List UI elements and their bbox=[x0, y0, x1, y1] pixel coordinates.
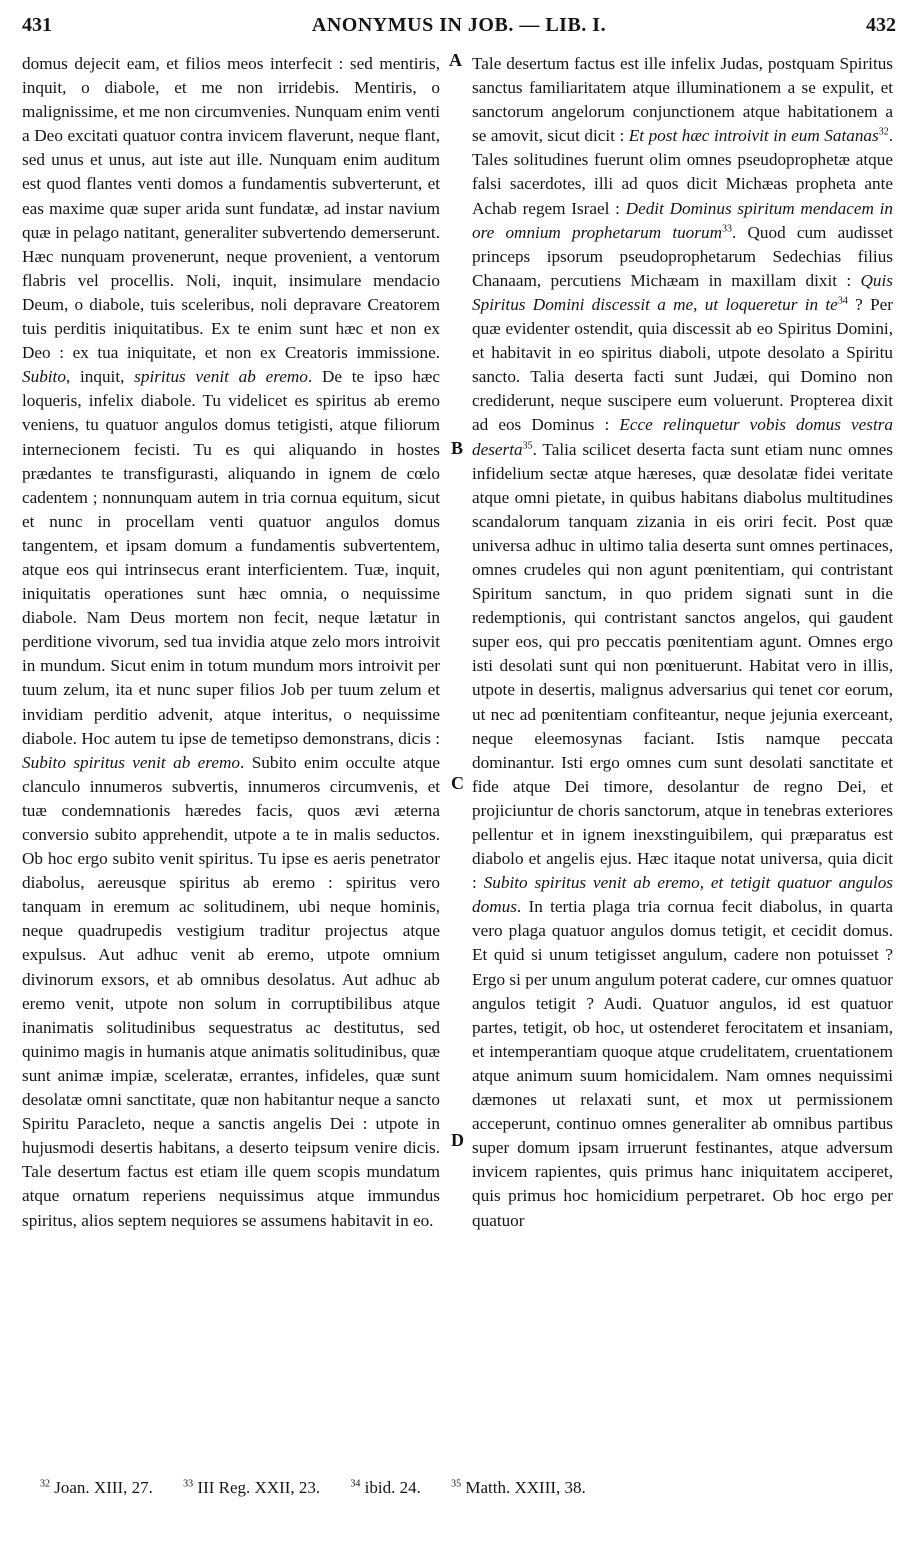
page-number-right: 432 bbox=[866, 14, 896, 36]
text-run: , inquit, bbox=[65, 367, 135, 387]
italic-citation: Ecce relinquetur vobis domus vestra deserta bbox=[472, 415, 893, 459]
margin-marker-b: B bbox=[451, 438, 464, 458]
italic-citation: Dedit Dominus spiritum mendacem in ore omnium prophetarum tuorum bbox=[472, 198, 894, 242]
running-title: ANONYMUS IN JOB. — LIB. I. bbox=[311, 14, 607, 36]
text-run: Tale desertum factus est ille infelix Judas, postquam Spiritus sanctus familiaritatem atque illuminationem a se expulit, et sanctorum angelorum conjunctionem atque habitationem a se amovit, sicut dicit : bbox=[472, 54, 893, 146]
text-run: . Quod cum audisset princeps ipsorum pseudoprophetarum Sedechias filius Chanaam, percutiens Michæam in maxillam dixit : bbox=[472, 222, 893, 290]
footnote-ref: 34 bbox=[837, 295, 848, 307]
margin-marker-a: A bbox=[449, 50, 462, 70]
footnote bbox=[40, 1478, 153, 1497]
text-run: ? Per quæ evidenter ostendit, quia discessit ab eo Spiritus Domini, et habitavit in eo spiritus diaboli, utpote desolato a Spiritu sancto. Talia deserta facti sunt Judæi, qui Domino non crediderunt, neque suscipere eum voluerunt. Propterea dixit ad eos Dominus : bbox=[472, 294, 893, 435]
footnote-number: 34 bbox=[350, 1478, 361, 1490]
footnote-text: Matth. XXIII, 38. bbox=[465, 1478, 586, 1497]
footnote bbox=[350, 1478, 420, 1497]
margin-marker-c: C bbox=[451, 773, 464, 793]
footnote-ref: 35 bbox=[522, 439, 533, 451]
italic-citation: Et post hæc introivit in eum Satanas bbox=[628, 126, 879, 146]
page-number-left: 431 bbox=[22, 14, 52, 36]
footnote bbox=[451, 1478, 586, 1497]
left-column bbox=[22, 52, 440, 1462]
footnote-text: III Reg. XXII, 23. bbox=[197, 1478, 321, 1497]
left-column-paragraph bbox=[22, 52, 440, 1233]
text-run: . De te ipso hæc loqueris, infelix diabole. Tu videlicet es spiritus ab eremo veniens, tu quatuor angulos domus tetigisti, atque filiorum internecionem fecisti. Tu es qui aliquando in hostes prædantes te transfigurasti, aliquando in ignem de cœlo cadentem ; nonnunquam autem in tria cornua equitum, sicut et nunc in procellam venti quatuor angulos domus tangentem, et ipsam domum a fundamentis subvertentem, atque eos qui intrinsecus erant interficientem. Tuæ, inquit, iniquitatis operationes sunt hæc omnia, o nequissime diabole. Nam Deus mortem non fecit, neque lætatur in perditione vivorum, sed tua invidia atque zelo mors introivit in mundum. Sicut enim in totum mundum mors introivit per tuum zelum, ita et nunc super filios Job per tuum zelum et invidiam perditio advenit, atque interitus, o nequissime diabole. Hoc autem tu ipse de temetipso demonstrans, dicis : bbox=[22, 367, 440, 748]
running-header bbox=[22, 14, 896, 42]
text-run: . In tertia plaga tria cornua fecit diabolus, in quarta vero plaga quatuor angulos domus tetigit, et cecidit domus. Et quid si unum tetigisset angulum, cadere non potuisset ? Ergo si per unum angulum poterat cadere, cur omnes quatuor angulos tetigit ? Audi. Quatuor angulos, id est quatuor partes, tetigit, ob hoc, ut ostenderet ferocitatem et insaniam, et intemperantiam quoque atque crudelitatem, cruentationem atque animum suum homicidalem. Nam omnes nequissimi dæmones ut relaxati sunt, et mox ut permissionem acceperunt, continuo omnes generaliter ab omnibus partibus super domum ipsam irruerunt festinantes, atque adversum invicem rapientes, quis primus hanc iniquitatem acciperet, quis primus hoc homicidium perpetraret. Ob hoc ergo per quatuor bbox=[472, 897, 893, 1230]
footnotes bbox=[40, 1478, 612, 1498]
text-run: . Talia scilicet deserta facta sunt etiam nunc omnes infidelium sectæ atque hæreses, quæ desolatæ fidei veritate atque omni pietate, in quibus habitans diabolus multitudines scandalorum tanquam zizania in eis oriri fecit. Post quæ universa adhuc in ultimo talia deserta sunt omnes pertinaces, omnes crudeles qui non agunt pœnitentiam, qui contristant Spiritum sanctum, in quo pridem signati sunt in die redemptionis, qui contristant sanctos angelos, qui gaudent super eos, qui pro peccatis pœnitentiam agunt. Omnes ergo isti desolati sunt qui non pœnituerunt. Habitat vero in illis, utpote in desertis, malignus adversarius qui tenet cor eorum, ut nec ad pœnitentiam confiteantur, neque jejunia exerceant, neque eleemosynas faciant. Istis namque peccata dominantur. Isti ergo omnes cum sunt desolati sanctitate et fide atque Dei timore, desolantur de regno Dei, et projiciuntur de choris sanctorum, atque in tenebras exteriores pellentur et in ignem inexstinguibilem, qui præparatus est diabolo et angelis ejus. Hæc itaque notat universa, quia dicit : bbox=[472, 439, 893, 893]
footnote bbox=[183, 1478, 320, 1497]
footnote-text: Joan. XIII, 27. bbox=[54, 1478, 153, 1497]
italic-citation: Quis Spiritus Domini discessit a me, ut loqueretur in te bbox=[472, 270, 893, 314]
text-run: . Subito enim occulte atque clanculo innumeros subvertis, innumeros circumvenis, et tuæ condemnationis hæredes facis, quos ævi æterna conversio subito apprehendit, utpote a te in malis seductos. Ob hoc ergo subito venit spiritus. Tu ipse es aeris penetrator diabolus, aereusque spiritus ab eremo : spiritus vero tanquam in eremum ac solitudinem, ubi neque hominis, neque quadrupedis vestigium traditur projectus atque expulsus. Aut adhuc venit ab eremo, utpote omnium divinorum exsors, et ab omnibus desolatus. Aut adhuc ab eremo venit, utpote non solum in corruptibilibus atque inanimatis solitudinibus sequestratus ac destitutus, sed quinimo magis in humanis atque animatis solitudinibus, quæ sunt animæ impiæ, sceleratæ, errantes, infideles, quæ sunt desolatæ omni sanctitate, quæ non habitantur neque a sancto Spiritu Paracleto, neque a sanctis angelis Dei : utpote in hujusmodi desertis habitans, a deserto teipsum venire dicis. Tale desertum factus est etiam ille quem scopis mundatum atque ornatum reperiens nequissimus atque immundus spiritus, alios septem nequiores se assumens habitavit in eo. bbox=[22, 752, 440, 1230]
footnote-number: 33 bbox=[183, 1478, 194, 1490]
footnote-ref: 33 bbox=[721, 222, 732, 234]
margin-marker-d: D bbox=[451, 1130, 464, 1150]
footnote-number: 32 bbox=[40, 1478, 50, 1490]
text-run: . Tales solitudines fuerunt olim omnes pseudoprophetæ atque falsi sacerdotes, illi ad quos dicit Michæas propheta ante Achab regem Israel : bbox=[472, 126, 893, 218]
italic-citation: Subito spiritus venit ab eremo, et tetigit quatuor angulos domus bbox=[472, 873, 893, 917]
right-column-paragraph bbox=[472, 52, 893, 1233]
right-column bbox=[472, 52, 893, 1462]
italic-citation: spiritus venit ab eremo bbox=[134, 367, 308, 387]
text-run: domus dejecit eam, et filios meos interfecit : sed mentiris, inquit, o diabole, et me non irridebis. Mentiris, o malignissime, et me non circumvenies. Nunquam enim venti a Deo excitati quatuor contra invicem flaverunt, neque flant, sed unus et unus, aut iste aut ille. Nunquam enim auditum est quod flantes venti domos a fundamentis subverterunt, et eas maxime quæ super arida sunt fundatæ, ad instar navium quæ in pelago natitant, generaliter subvertendo demerserunt. Hæc nunquam provenerunt, neque provenient, a ventorum flabris vel procellis. Noli, inquit, insimulare mendacio Deum, o diabole, tuis sceleribus, noli depravare Creatorem tuis perditis iniquitatibus. Ex te enim sunt hæc et non ex Deo : ex tua iniquitate, et non ex Creatoris immissione. bbox=[22, 54, 440, 363]
footnote-number: 35 bbox=[451, 1478, 462, 1490]
italic-citation: Subito spiritus venit ab eremo bbox=[22, 752, 240, 772]
footnote-ref: 32 bbox=[878, 126, 889, 138]
italic-citation: Subito bbox=[22, 367, 66, 387]
footnote-text: ibid. 24. bbox=[364, 1478, 421, 1497]
